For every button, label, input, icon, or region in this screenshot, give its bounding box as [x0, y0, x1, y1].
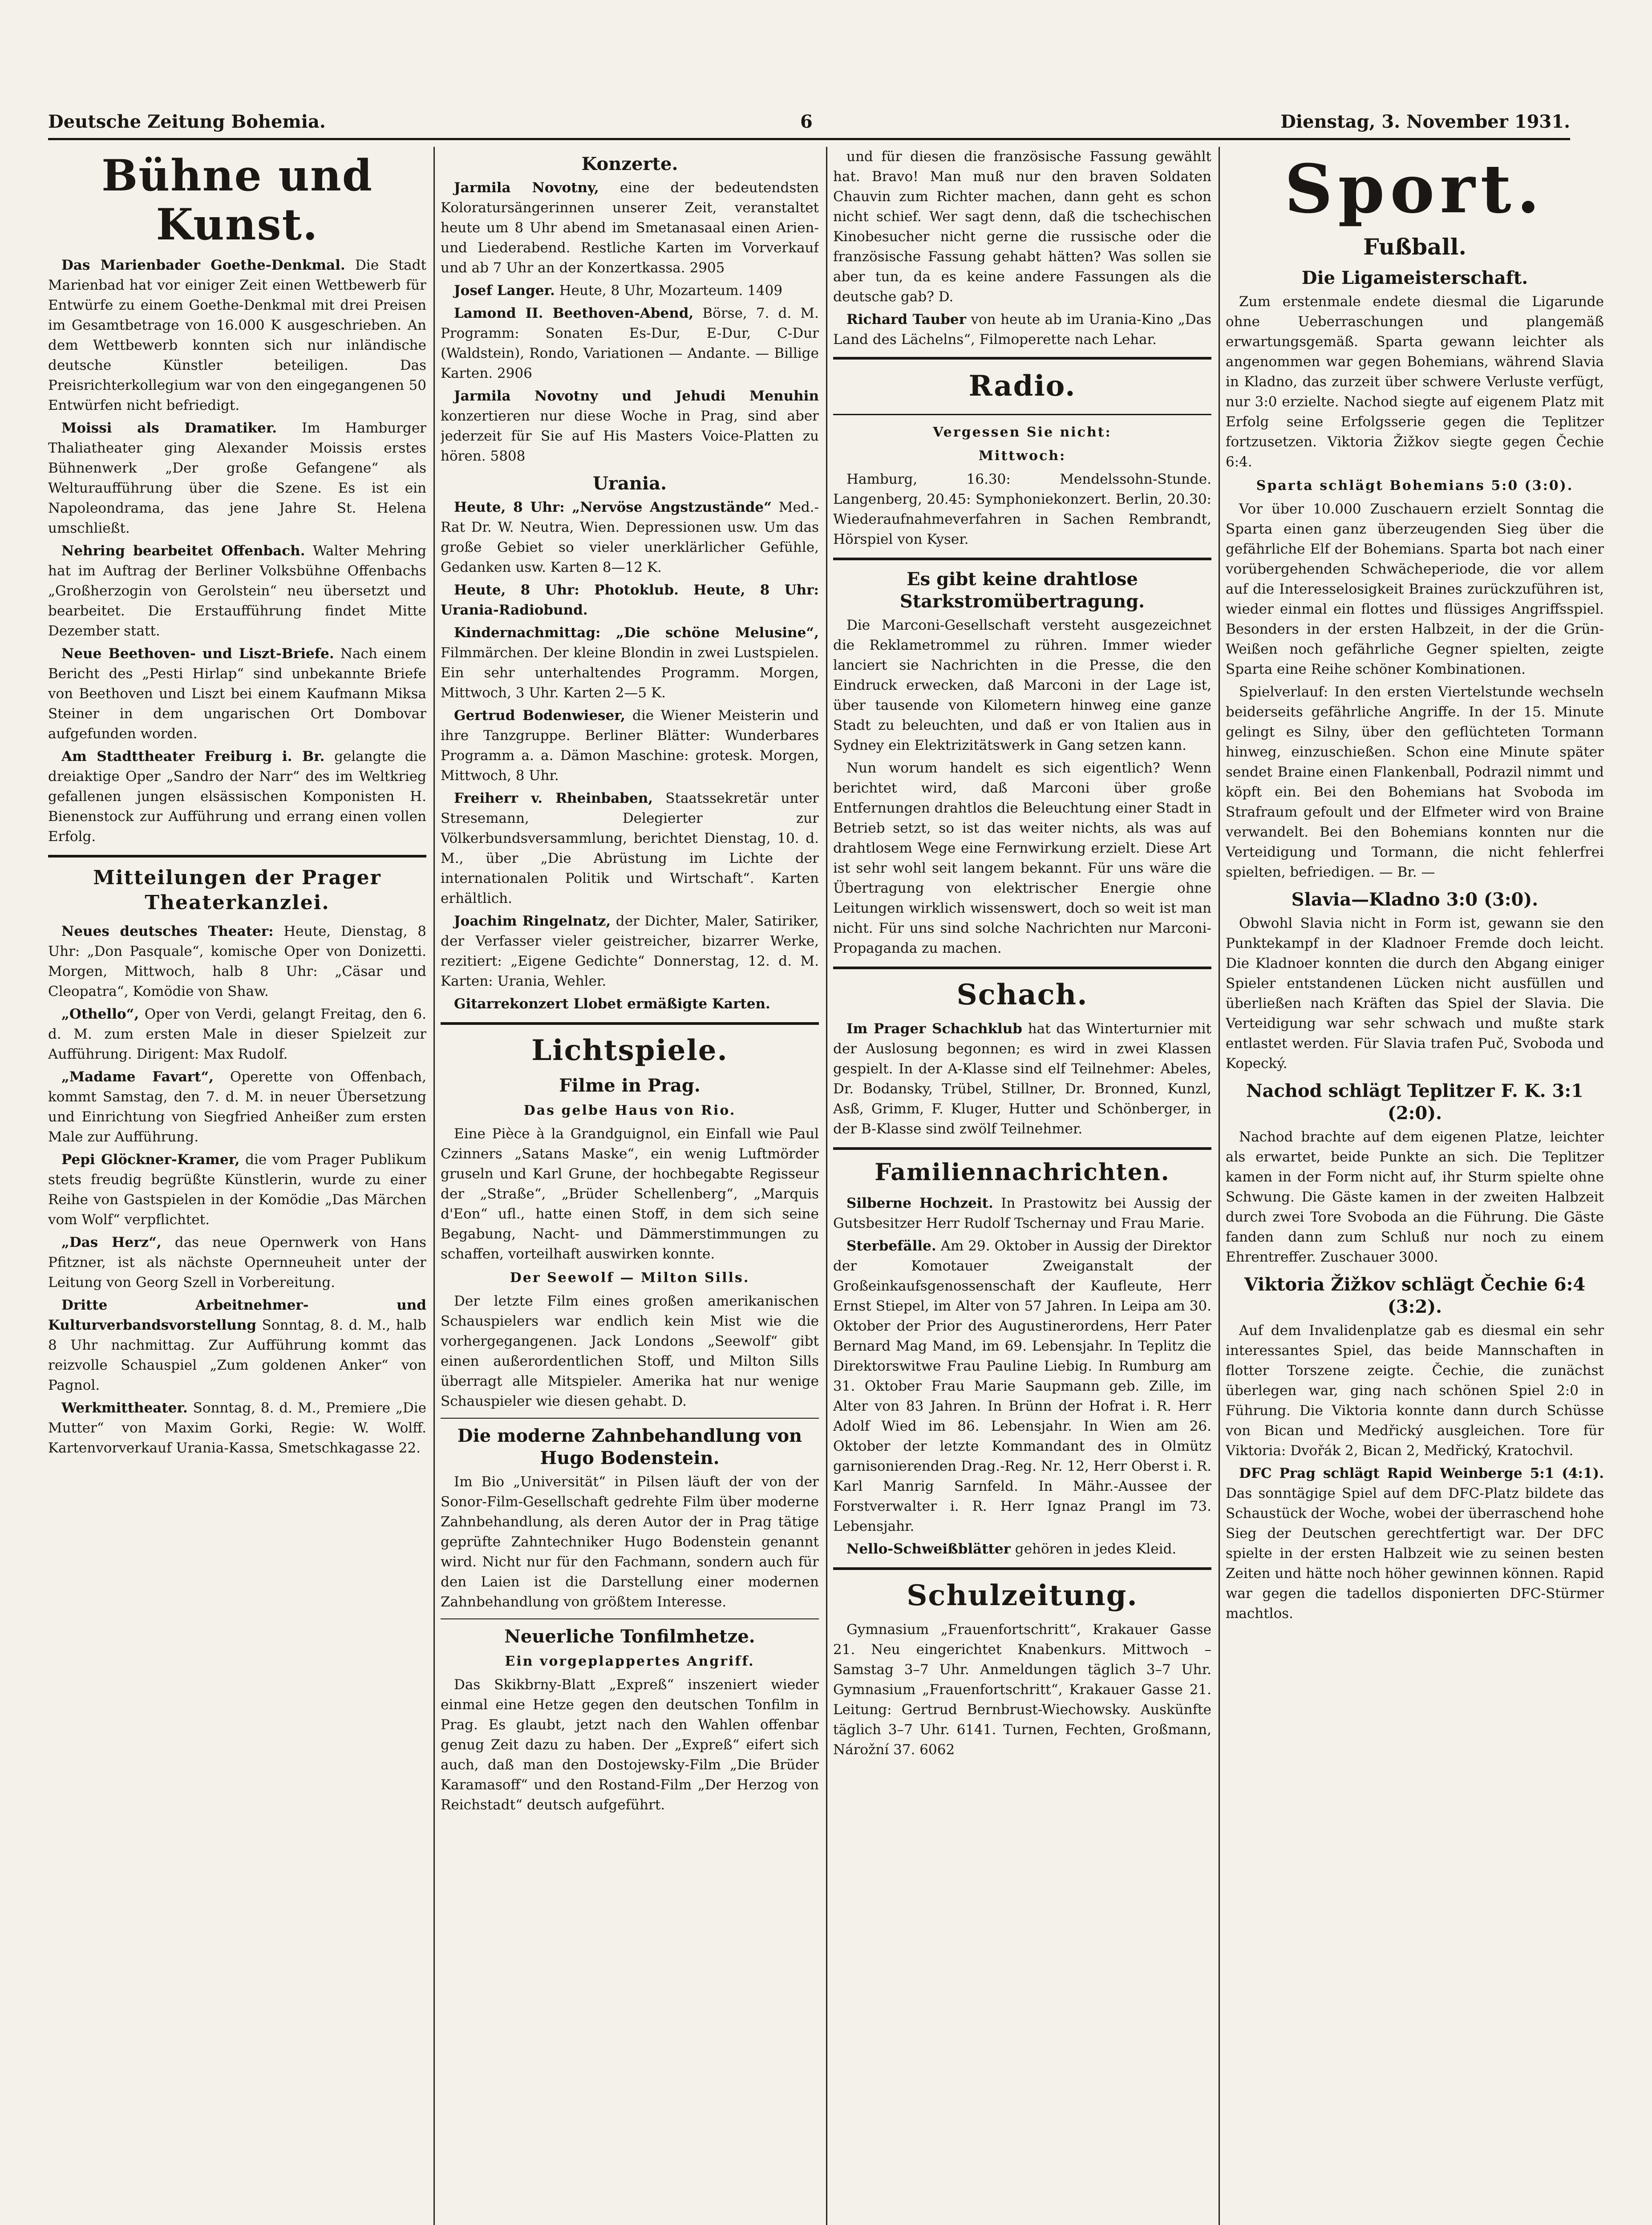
article-lead: Nehring bearbeitet Offenbach.: [61, 543, 305, 559]
column-radio-schach: [833, 147, 1211, 2225]
article-body: Auf dem Invalidenplatze gab es diesmal ein sehr interessantes Spiel, das beide Mannschaften in flotter Torszene zeigte. Čechie, die zunächst überlegen war, ging nach schönen Spiel 2:0 in Führung. Die Viktoria konnte dann durch Schüsse von Bican und Medřický ausgleichen. Tore für Viktoria: Dvořák 2, Bican 2, Medřický, Kratochvil.: [1226, 1323, 1604, 1459]
article: [48, 1067, 426, 1147]
page-header: [48, 107, 1570, 140]
column-konzerte-lichtspiele: [441, 147, 819, 2225]
article-body: Oper von Verdi, gelangt Freitag, den 6. d. M. zum ersten Male in dieser Spielzeit zur Aufführung. Dirigent: Max Rudolf.: [48, 1006, 426, 1062]
article-body: Sonntag, 8. d. M., Premiere „Die Mutter“ von Maxim Gorki, Regie: W. Wolff. Kartenvorverkauf Urania-Kassa, Smetschkagasse 22.: [48, 1400, 426, 1456]
article-body: Operette von Offenbach, kommt Samstag, den 7. d. M. in neuer Übersetzung und Einrichtung von Siegfried Anheißer zum ersten Male zur Aufführung.: [48, 1069, 426, 1145]
article: [441, 994, 819, 1014]
section-title-schulzeitung: Schulzeitung.: [907, 1579, 1138, 1612]
article-lead: Moissi als Dramatiker.: [61, 420, 277, 436]
article-body: der Dichter, Maler, Satiriker, der Verfasser vieler geistreicher, bizarrer Werke, rezitiert: „Eigene Gedichte“ Donnerstag, 12. d. M. Karten: Urania, Wehler.: [441, 913, 819, 989]
article-lead: Gertrud Bodenwieser,: [454, 708, 626, 724]
article: [48, 541, 426, 641]
section-title-konzerte: Konzerte.: [581, 154, 678, 174]
article-body: Im Hamburger Thaliatheater ging Alexander Moissis erstes Bühnenwerk „Der große Gefangene“ als Welturaufführung über die Szene. Es ist ein Napoleondrama, das jene Jahre St. Helena umschließt.: [48, 420, 426, 536]
article-lead: Josef Langer.: [454, 283, 555, 299]
article: [48, 418, 426, 538]
article-lead: „Othello“,: [61, 1006, 139, 1022]
article-lead: Silberne Hochzeit.: [846, 1195, 993, 1211]
article-body: Sonntag, 8. d. M., halb 8 Uhr nachmittag. Zur Aufführung kommt das reizvolle Schauspiel „Zum goldenen Anker“ von Pagnol.: [48, 1317, 426, 1393]
article-lead: DFC Prag schlägt Rapid Weinberge 5:1 (4:1).: [1239, 1465, 1604, 1481]
article-lead: Jarmila Novotny und Jehudi Menuhin: [454, 388, 819, 404]
article-body: Der letzte Film eines großen amerikanischen Schauspielers war endlich kein Mist wie die vorhergegangenen. Jack Londons „Seewolf“ gibt einen außerordentlichen Stoff, und Milton Sills überragt alle Mitspieler. Amerika hat nur wenige Schauspieler wie diesen gehabt. D.: [441, 1293, 819, 1409]
article-lead: Jarmila Novotny,: [454, 180, 599, 196]
header-page-number: 6: [800, 111, 813, 132]
article-lead: Joachim Ringelnatz,: [454, 913, 611, 929]
article: [833, 1539, 1211, 1559]
article: [48, 644, 426, 744]
article-body: Zum erstenmale endete diesmal die Ligarunde ohne Ueberraschungen und plangemäß erwartungsgemäß. Sparta gewann leichter als angenommen war gegen Bohemians, während Slavia in Kladno, das zurzeit über schwere Verluste verfügt, nur 3:0 erzielte. Nachod siegte auf eigenem Platz mit Erfolg seine Erfolgsserie gegen die Teplitzer fortzusetzen. Viktoria Žižkov siegte gegen Čechie 6:4.: [1226, 294, 1604, 470]
radio-header-box: [833, 357, 1211, 415]
article-lead: Werkmittheater.: [61, 1400, 188, 1416]
subtitle-ligameisterschaft: Die Ligameisterschaft.: [1301, 267, 1528, 288]
section-title-urania: Urania.: [593, 473, 667, 494]
article-body: Obwohl Slavia nicht in Form ist, gewann sie den Punktekampf in der Kladnoer Fremde doch leicht. Die Kladnoer konnten die durch den Abgang einiger Spieler entstandenen Lücken nicht ausfüllen und überließen nach Kräften das Spiel der Slavia. Die Verteidigung war sehr schwach und mußte stark entlastet werden. Für Slavia trafen Puč, Svoboda und Kopecký.: [1226, 915, 1604, 1072]
article-body: Die Marconi-Gesellschaft versteht ausgezeichnet die Reklametrommel zu rühren. Immer wieder lanciert sie Nachrichten in die Presse, die den Eindruck erwecken, daß Marconi in der Lage ist, über tausende von Kilometern hinweg eine ganze Stadt zu beleuchten, und daß er von Italien aus in Sydney ein Elektrizitätswerk in Gang setzen kann.: [833, 617, 1211, 753]
article-body: von heute ab im Urania-Kino „Das Land des Lächelns“, Filmoperette nach Lehar.: [833, 312, 1211, 348]
column-rule: [826, 147, 827, 2225]
article: [48, 255, 426, 416]
subtitle-filme-in-prag: Filme in Prag.: [559, 1075, 700, 1096]
article-body: konzertieren nur diese Woche in Prag, sind aber jederzeit für Sie auf His Masters Voice-Platten zu hören. 5808: [441, 408, 819, 464]
article-body: Vor über 10.000 Zuschauern erzielt Sonntag die Sparta einen ganz überzeugenden Sieg über die gefährliche Elf der Bohemians. Sparta bot nach einer vorübergehenden Schwächeperiode, die vor allem auf die Interesselosigkeit Braines zurückzuführen ist, wieder einmal ein flottes und flüssiges Angriffsspiel. Besonders in der ersten Halbzeit, in der die Grün-Weißen noch gefährliche Gegner spielten, zeigte Sparta eine Reihe schöner Kombinationen.: [1226, 501, 1604, 677]
article-body: Börse, 7. d. M. Programm: Sonaten Es-Dur, E-Dur, C-Dur (Waldstein), Rondo, Variationen — Andante. — Billige Karten. 2906: [441, 305, 819, 381]
section-title-theaterkanzlei: Mitteilungen der Prager Theaterkanzlei.: [93, 866, 381, 914]
article: [48, 922, 426, 1002]
article-body: Gymnasium „Frauenfortschritt“, Krakauer Gasse 21. Neu eingerichtet Knabenkurs. Mittwoch – Samstag 3–7 Uhr. Anmeldungen täglich 3–7 Uhr. Gymnasium „Frauenfortschritt“, Krakauer Gasse 21. Leitung: Gertrud Bernbrust-Wiechowsky. Auskünfte täglich 3–7 Uhr. 6141. Turnen, Fechten, Großmann, Nárožní 37. 6062: [833, 1622, 1211, 1758]
article: [48, 1004, 426, 1064]
subtitle-starkstrom: Es gibt keine drahtlose Starkstromübertragung.: [899, 569, 1145, 612]
article-body: Staatssekretär unter Stresemann, Delegierter zur Völkerbundsversammlung, berichtet Dienstag, 10. d. M., über „Die Abrüstung im Lichte der internationalen Politik und Wirtschaft“. Karten erhältlich.: [441, 790, 819, 906]
article-lead: Nello-Schweißblätter: [846, 1541, 1011, 1557]
divider: [441, 1022, 819, 1025]
article-body: Das Skikbrny-Blatt „Expreß“ inszeniert wieder einmal eine Hetze gegen den deutschen Tonfilm in Prag. Es glaubt, jetzt nach den Wahlen offenbar genug Zeit dazu zu haben. Der „Expreß“ eifert sich auch, daß man den Dostojewsky-Film „Die Brüder Karamasoff“ und den Rostand-Film „Der Herzog von Reichstadt“ deutsch aufgeführt.: [441, 1677, 819, 1813]
article: [441, 789, 819, 909]
divider: [441, 1618, 819, 1619]
article: [441, 303, 819, 384]
article: [833, 310, 1211, 350]
article-body: In Prastowitz bei Aussig der Gutsbesitzer Herr Rudolf Tschernay und Frau Marie.: [833, 1195, 1211, 1231]
article: [441, 178, 819, 278]
subheading: Vergessen Sie nicht:: [933, 425, 1112, 440]
column-buehne-und-kunst: [48, 147, 426, 2225]
subtitle-tonfilmhetze: Neuerliche Tonfilmhetze.: [504, 1626, 755, 1647]
subtitle-fussball: Fußball.: [1363, 234, 1466, 260]
article: [48, 747, 426, 847]
article: [833, 1193, 1211, 1234]
article: [441, 911, 819, 991]
article-body: Nachod brachte auf dem eigenen Platze, leichter als erwartet, beide Punkte an sich. Die Teplitzer kamen in der Form nicht auf, ihr Sturm spielte ohne Schwung. Die Gäste kamen in der zweiten Halbzeit durch zwei Tore Svoboda an die Führung. Die Gäste fanden dann zum Schluß nur noch zu einem Ehrentreffer. Zuschauer 3000.: [1226, 1129, 1604, 1265]
section-title-familiennachrichten: Familiennachrichten.: [875, 1159, 1170, 1186]
article: [48, 1233, 426, 1293]
match-heading: Viktoria Žižkov schlägt Čechie 6:4 (3:2).: [1244, 1274, 1586, 1317]
article: [1226, 1464, 1604, 1624]
article-body: Hamburg, 16.30: Mendelssohn-Stunde. Langenberg, 20.45: Symphoniekonzert. Berlin, 20.30: Wiederaufnahmeverfahren in Sachen Rembrandt, Hörspiel von Kyser.: [833, 471, 1211, 547]
article-lead: Am Stadttheater Freiburg i. Br.: [61, 748, 325, 765]
article-body: Eine Pièce à la Grandguignol, ein Einfall wie Paul Czinners „Satans Maske“, ein wenig Luftmörder gruseln und Karl Grune, der hochbegabte Regisseur der „Straße“, „Brüder Schellenberg“, „Marquis d'Eon“ ufl., hatte einen Stoff, in dem sich seine Begabung, Nacht- und Dämmerstimmungen zu schaffen, vorteilhaft auswirken konnte.: [441, 1126, 819, 1262]
article: [441, 580, 819, 620]
article: [441, 623, 819, 703]
article-lead: Neue Beethoven- und Liszt-Briefe.: [61, 646, 334, 662]
article: [441, 386, 819, 466]
article-lead: Im Prager Schachklub: [846, 1021, 1022, 1037]
article: [441, 706, 819, 786]
article-lead: Neues deutsches Theater:: [61, 923, 274, 939]
article-body: Walter Mehring hat im Auftrag der Berliner Volksbühne Offenbachs „Großherzogin von Gerolstein“ neu übersetzt und bearbeitet. Die Erstaufführung findet Mitte Dezember statt.: [48, 543, 426, 639]
section-title-radio: Radio.: [968, 369, 1076, 403]
article-body: Heute, Dienstag, 8 Uhr: „Don Pasquale“, komische Oper von Donizetti. Morgen, Mittwoch, halb 8 Uhr: „Cäsar und Cleopatra“, Komödie von Shaw.: [48, 923, 426, 999]
article: [441, 281, 819, 301]
article-lead: „Das Herz“,: [61, 1234, 162, 1250]
header-newspaper-name: Deutsche Zeitung Bohemia.: [48, 111, 326, 132]
article-lead: Lamond II. Beethoven-Abend,: [454, 305, 694, 321]
article-body: Heute, 8 Uhr, Mozarteum. 1409: [559, 283, 783, 299]
match-heading: Slavia—Kladno 3:0 (3:0).: [1291, 889, 1539, 910]
article-body: Spielverlauf: In den ersten Viertelstunde wechseln beiderseits gefährliche Angriffe. In der 15. Minute gelingt es Silny, über den geflüchteten Tormann hinweg, einzuschießen. Schon eine Minute später sendet Braine einen Flankenball, Podrazil nimmt und köpft ein. Bei den Bohemians hat Svoboda im Strafraum gefoult und der Elfmeter wird von Braine verwandelt. Bei den Bohemians konnten nur die Verteidigung und Tormann, die nicht fehlerfrei spielten, befriedigen. — Br. —: [1226, 684, 1604, 880]
header-date: Dienstag, 3. November 1931.: [1280, 111, 1570, 132]
article: [441, 498, 819, 578]
column-rule: [433, 147, 435, 2225]
divider: [833, 558, 1211, 560]
subheading: Der Seewolf — Milton Sills.: [510, 1270, 750, 1286]
article-body: die Wiener Meisterin und ihre Tanzgruppe. Berliner Blätter: Wunderbares Programm a. a. Dämon Maschine: grotesk. Morgen, Mittwoch, 8 Uhr.: [441, 708, 819, 784]
article-lead: Gitarrekonzert Llobet ermäßigte Karten.: [454, 996, 770, 1012]
article-body: Die Stadt Marienbad hat vor einiger Zeit einen Wettbewerb für Entwürfe zu einem Goethe-Denkmal mit drei Preisen im Gesamtbetrage von 16.000 K ausgeschrieben. An dem Wettbewerb konnten sich nur inländische deutsche Künstler beteiligen. Das Preisrichterkollegium war von den eingegangenen 50 Entwürfen nicht befriedigt.: [48, 257, 426, 413]
article-lead: Pepi Glöckner-Kramer,: [61, 1152, 240, 1168]
subheading: Mittwoch:: [978, 448, 1066, 464]
article-body: das neue Opernwerk von Hans Pfitzner, ist als nächste Opernneuheit unter der Leitung von Georg Szell in Vorbereitung.: [48, 1234, 426, 1290]
article-body: und für diesen die französische Fassung gewählt hat. Bravo! Man muß nur den braven Soldaten Chauvin zum Richter machen, dann geht es schon nicht schief. Wer sagt denn, daß die tschechischen Kinobesucher nicht gerne die russische oder die französische Fassung gehabt hätten? Was sollen sie aber tun, da es keine andere Fassungen als die deutsche gab? D.: [833, 149, 1211, 305]
section-title-sport: Sport.: [1284, 150, 1545, 228]
divider: [833, 1567, 1211, 1570]
article-lead: Freiherr v. Rheinbaben,: [454, 790, 653, 806]
article-body: Filmmärchen. Der kleine Blondin in zwei Lustspielen. Ein sehr unterhaltendes Programm. Morgen, Mittwoch, 3 Uhr. Karten 2—5 K.: [441, 645, 819, 701]
match-heading: Nachod schlägt Teplitzer F. K. 3:1 (2:0).: [1246, 1080, 1583, 1124]
article: [48, 1295, 426, 1396]
article-body: Das sonntägige Spiel auf dem DFC-Platz bildete das Schaustück der Woche, wobei der überraschend hohe Sieg der Deutschen gerechtfertigt war. Der DFC spielte in der ersten Halbzeit wie zu seinen besten Zeiten und hätte noch höher gewinnen können. Rapid war gegen die tadellos disponierten DFC-Stürmer machtlos.: [1226, 1485, 1604, 1622]
article-body: Med.-Rat Dr. W. Neutra, Wien. Depressionen usw. Um das große Gebiet so vieler unerklärlicher Gefühle, Gedanken usw. Karten 8—12 K.: [441, 499, 819, 575]
column-rule: [1219, 147, 1220, 2225]
section-title-buehne: Bühne und Kunst.: [101, 150, 373, 250]
subtitle-zahnbehandlung: Die moderne Zahnbehandlung von Hugo Bodenstein.: [457, 1425, 802, 1468]
column-sport: [1226, 147, 1604, 2225]
article: [833, 1236, 1211, 1537]
subheading: Das gelbe Haus von Rio.: [523, 1103, 736, 1118]
article-lead: Dritte Arbeitnehmer- und Kulturverbandsvorstellung: [48, 1297, 426, 1333]
article-body: Nach einem Bericht des „Pesti Hirlap“ sind unbekannte Briefe von Beethoven und Liszt bei einem Kaufmann Miksa Steiner in dem ungarischen Ort Dombovar aufgefunden worden.: [48, 646, 426, 742]
subheading: Ein vorgeplappertes Angriff.: [505, 1654, 755, 1669]
article-lead: Kindernachmittag: „Die schöne Melusine“,: [454, 625, 819, 641]
divider: [48, 855, 426, 858]
article-body: Nun worum handelt es sich eigentlich? Wenn berichtet wird, daß Marconi über große Entfernungen drahtlos die Beleuchtung einer Stadt in Betrieb setzt, so ist das weiter nichts, als was auf drahtlosem Wege eine Fernwirkung erzielt. Diese Art ist sehr wohl seit langem bekannt. Für uns wäre die Übertragung von elektrischer Energie ohne Leitungen wirklich wissenswert, doch so weit ist man nicht. Für uns sind solche Nachrichten nur Marconi-Propaganda zu machen.: [833, 760, 1211, 956]
section-title-schach: Schach.: [956, 978, 1088, 1011]
article-body: Am 29. Oktober in Aussig der Direktor der Komotauer Zweiganstalt der Großeinkaufsgenossenschaft der Kaufleute, Herr Ernst Stiepel, im Alter von 57 Jahren. In Leipa am 30. Oktober der Prior des Augustinerordens, Herr Pater Bernard Mag Mand, im 69. Lebensjahr. In Teplitz die Direktorswitwe Frau Pauline Liebig. In Rumburg am 31. Oktober Frau Marie Saupmann geb. Zille, im Alter von 83 Jahren. In Brünn der Hofrat i. R. Herr Adolf Wied im 86. Lebensjahr. In Wien am 26. Oktober der letzte Kommandant des in Olmütz garnisonierenden Drag.-Reg. Nr. 12, Herr Oberst i. R. Karl Manrig Sarnfeld. In Mähr.-Aussee der Forstverwalter i. R. Herr Ignaz Prangl im 73. Lebensjahr.: [833, 1238, 1211, 1534]
article-lead: Heute, 8 Uhr: „Nervöse Angstzustände“: [454, 499, 772, 515]
divider: [833, 967, 1211, 969]
article-body: eine der bedeutendsten Koloratursängerinnen unserer Zeit, veranstaltet heute um 8 Uhr abend im Smetanasaal einen Arien- und Liederabend. Restliche Karten im Vorverkauf und ab 7 Uhr an der Konzertkassa. 2905: [441, 180, 819, 276]
article-lead: „Madame Favart“,: [61, 1069, 214, 1085]
article: [48, 1398, 426, 1458]
article: [48, 1150, 426, 1230]
article-body: hat das Winterturnier mit der Auslosung begonnen; es wird in zwei Klassen gespielt. In der A-Klasse sind elf Teilnehmer: Abeles, Dr. Bodansky, Trübel, Stillner, Dr. Bronned, Kunzl, Asß, Grimm, F. Kluger, Hutter und Schönberger, in der B-Klasse sind zwölf Teilnehmer.: [833, 1021, 1211, 1137]
article-lead: Das Marienbader Goethe-Denkmal.: [61, 257, 345, 273]
article-body: Im Bio „Universität“ in Pilsen läuft der von der Sonor-Film-Gesellschaft gedrehte Film über moderne Zahnbehandlung, als deren Autor der in Prag tätige geprüfte Zahntechniker Hugo Bodenstein genannt wird. Nicht nur für den Fachmann, sondern auch für den Laien ist die Darstellung einer modernen Zahnbehandlung von größtem Interesse.: [441, 1474, 819, 1610]
divider: [833, 1147, 1211, 1150]
article-lead: Heute, 8 Uhr: Photoklub. Heute, 8 Uhr: Urania-Radiobund.: [441, 582, 819, 618]
match-heading: Sparta schlägt Bohemians 5:0 (3:0).: [1256, 478, 1574, 494]
article-body: die vom Prager Publikum stets freudig begrüßte Künstlerin, wurde zu einer Reihe von Gastspielen in der Komödie „Das Märchen vom Wolf“ verpflichtet.: [48, 1152, 426, 1228]
article-lead: Sterbefälle.: [846, 1238, 936, 1254]
article-body: gelangte die dreiaktige Oper „Sandro der Narr“ des im Weltkrieg gefallenen jungen elsässischen Komponisten H. Bienenstock zur Aufführung und errang einen vollen Erfolg.: [48, 748, 426, 845]
section-title-lichtspiele: Lichtspiele.: [531, 1034, 728, 1067]
divider: [441, 1418, 819, 1419]
article: [833, 1019, 1211, 1139]
article-lead: Richard Tauber: [846, 312, 966, 328]
article-body: gehören in jedes Kleid.: [1015, 1541, 1177, 1557]
